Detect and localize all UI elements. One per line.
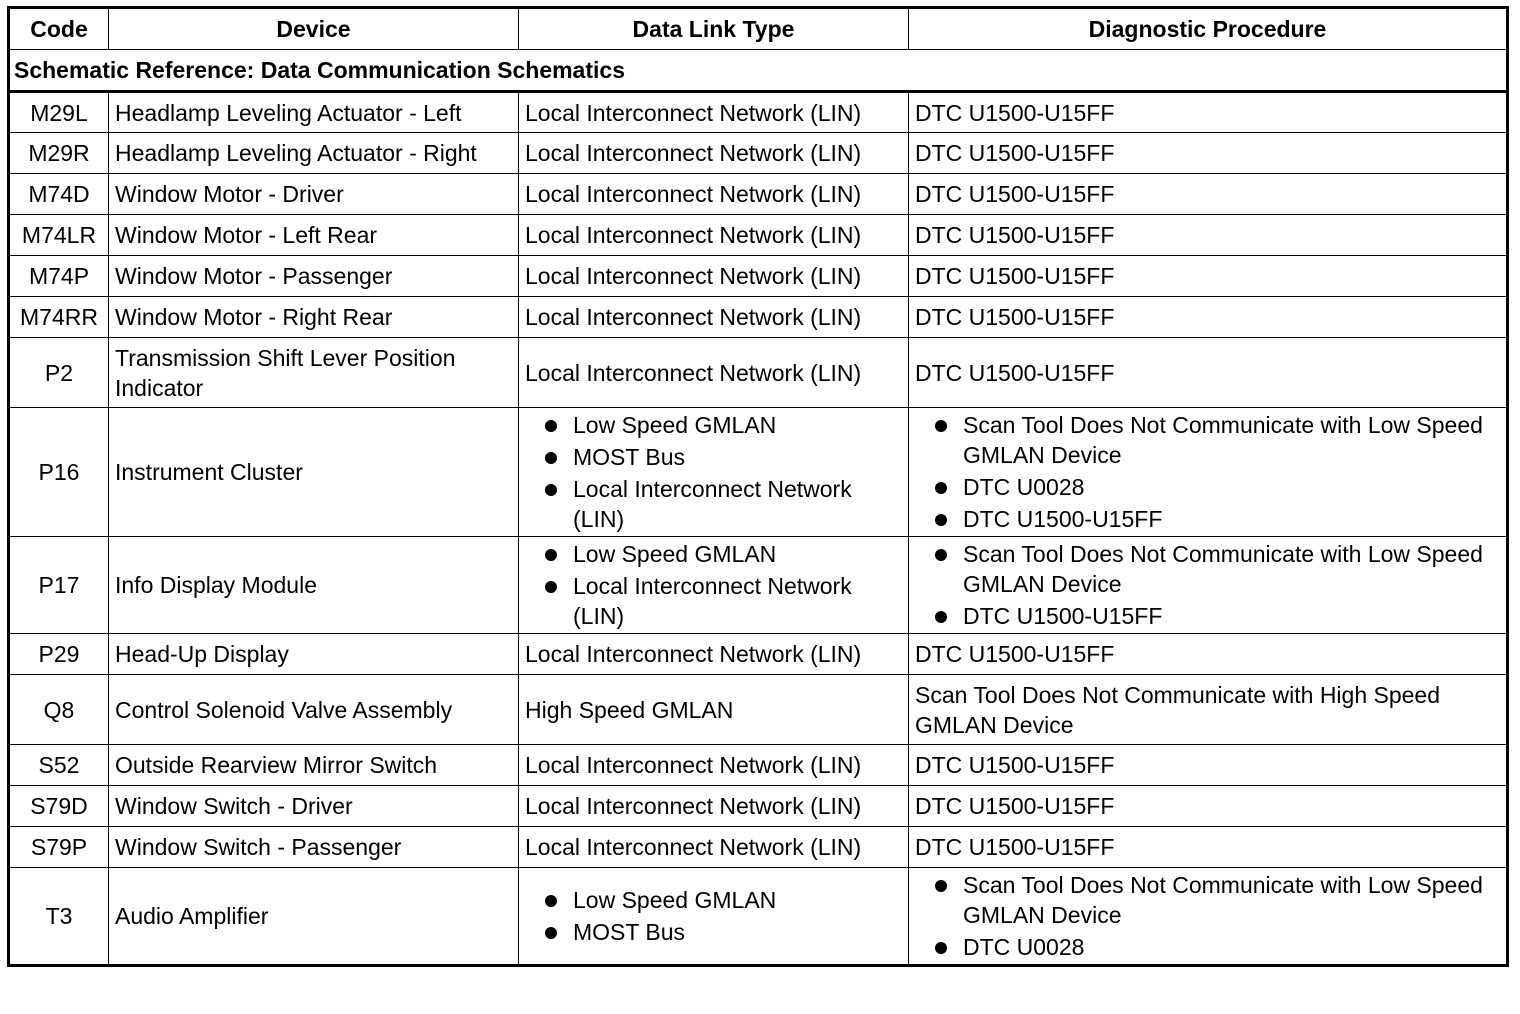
cell-diagnostic-procedure: DTC U1500-U15FF	[909, 338, 1508, 408]
cell-device: Control Solenoid Valve Assembly	[109, 675, 519, 745]
cell-code: M29L	[9, 92, 109, 133]
table-row	[9, 92, 1508, 133]
cell-code: Q8	[9, 675, 109, 745]
cell-data-link-type: High Speed GMLAN	[519, 675, 909, 745]
schematic-reference: Schematic Reference: Data Communication Schematics	[9, 50, 1508, 92]
cell-data-link-type: Local Interconnect Network (LIN)	[519, 745, 909, 786]
list-item: Scan Tool Does Not Communicate with Low Speed GMLAN Device	[915, 539, 1506, 599]
cell-diagnostic-procedure: DTC U1500-U15FF	[909, 786, 1508, 827]
list-item: DTC U1500-U15FF	[915, 601, 1506, 631]
cell-data-link-type: Local Interconnect Network (LIN)	[519, 297, 909, 338]
cell-diagnostic-procedure	[909, 868, 1508, 966]
cell-data-link-type: Local Interconnect Network (LIN)	[519, 174, 909, 215]
cell-diagnostic-procedure: DTC U1500-U15FF	[909, 215, 1508, 256]
cell-code: P17	[9, 537, 109, 634]
table-row	[9, 174, 1508, 215]
list-item: MOST Bus	[525, 442, 908, 472]
cell-code: T3	[9, 868, 109, 966]
header-data-link-type: Data Link Type	[519, 8, 909, 50]
cell-device: Outside Rearview Mirror Switch	[109, 745, 519, 786]
list-item: Local Interconnect Network (LIN)	[525, 571, 908, 631]
table-row	[9, 338, 1508, 408]
cell-data-link-type: Local Interconnect Network (LIN)	[519, 634, 909, 675]
cell-device: Window Motor - Passenger	[109, 256, 519, 297]
table-row	[9, 537, 1508, 634]
list-item: Low Speed GMLAN	[525, 539, 908, 569]
data-link-table-container	[7, 6, 1509, 967]
cell-device: Audio Amplifier	[109, 868, 519, 966]
list-item: Scan Tool Does Not Communicate with Low Speed GMLAN Device	[915, 870, 1506, 930]
list-item: DTC U0028	[915, 932, 1506, 962]
cell-diagnostic-procedure: DTC U1500-U15FF	[909, 174, 1508, 215]
cell-device: Head-Up Display	[109, 634, 519, 675]
table-row	[9, 827, 1508, 868]
cell-diagnostic-procedure	[909, 408, 1508, 537]
list-item: Low Speed GMLAN	[525, 410, 908, 440]
cell-data-link-type: Local Interconnect Network (LIN)	[519, 338, 909, 408]
header-diagnostic-procedure: Diagnostic Procedure	[909, 8, 1508, 50]
cell-diagnostic-procedure: DTC U1500-U15FF	[909, 634, 1508, 675]
list-item: Scan Tool Does Not Communicate with Low Speed GMLAN Device	[915, 410, 1506, 470]
cell-code: S79D	[9, 786, 109, 827]
cell-device: Window Switch - Passenger	[109, 827, 519, 868]
table-row	[9, 745, 1508, 786]
cell-data-link-type	[519, 408, 909, 537]
cell-device: Transmission Shift Lever Position Indicator	[109, 338, 519, 408]
cell-data-link-type: Local Interconnect Network (LIN)	[519, 786, 909, 827]
cell-data-link-type: Local Interconnect Network (LIN)	[519, 92, 909, 133]
procedure-list	[915, 539, 1506, 631]
cell-data-link-type	[519, 868, 909, 966]
section-row	[9, 50, 1508, 92]
cell-data-link-type: Local Interconnect Network (LIN)	[519, 133, 909, 174]
table-row	[9, 868, 1508, 966]
header-code: Code	[9, 8, 109, 50]
cell-device: Window Switch - Driver	[109, 786, 519, 827]
cell-code: M74P	[9, 256, 109, 297]
list-item: Low Speed GMLAN	[525, 885, 908, 915]
link-type-list	[525, 410, 908, 534]
cell-device: Headlamp Leveling Actuator - Left	[109, 92, 519, 133]
header-device: Device	[109, 8, 519, 50]
list-item: DTC U0028	[915, 472, 1506, 502]
header-row	[9, 8, 1508, 50]
cell-diagnostic-procedure: DTC U1500-U15FF	[909, 256, 1508, 297]
table-row	[9, 675, 1508, 745]
cell-device: Window Motor - Left Rear	[109, 215, 519, 256]
cell-diagnostic-procedure: DTC U1500-U15FF	[909, 745, 1508, 786]
table-row	[9, 215, 1508, 256]
table-row	[9, 408, 1508, 537]
list-item: Local Interconnect Network (LIN)	[525, 474, 908, 534]
cell-code: M74D	[9, 174, 109, 215]
cell-device: Window Motor - Right Rear	[109, 297, 519, 338]
cell-diagnostic-procedure: DTC U1500-U15FF	[909, 297, 1508, 338]
cell-diagnostic-procedure: Scan Tool Does Not Communicate with High Speed GMLAN Device	[909, 675, 1508, 745]
cell-device: Info Display Module	[109, 537, 519, 634]
table-row	[9, 133, 1508, 174]
cell-data-link-type: Local Interconnect Network (LIN)	[519, 827, 909, 868]
cell-code: M29R	[9, 133, 109, 174]
cell-device: Instrument Cluster	[109, 408, 519, 537]
cell-diagnostic-procedure: DTC U1500-U15FF	[909, 827, 1508, 868]
link-type-list	[525, 885, 908, 947]
cell-device: Headlamp Leveling Actuator - Right	[109, 133, 519, 174]
cell-diagnostic-procedure	[909, 537, 1508, 634]
cell-data-link-type: Local Interconnect Network (LIN)	[519, 256, 909, 297]
cell-code: P29	[9, 634, 109, 675]
table-row	[9, 256, 1508, 297]
table-row	[9, 786, 1508, 827]
cell-device: Window Motor - Driver	[109, 174, 519, 215]
cell-code: S79P	[9, 827, 109, 868]
data-link-table	[7, 6, 1509, 967]
cell-data-link-type: Local Interconnect Network (LIN)	[519, 215, 909, 256]
cell-diagnostic-procedure: DTC U1500-U15FF	[909, 92, 1508, 133]
cell-diagnostic-procedure: DTC U1500-U15FF	[909, 133, 1508, 174]
cell-code: P16	[9, 408, 109, 537]
cell-code: P2	[9, 338, 109, 408]
cell-code: M74RR	[9, 297, 109, 338]
procedure-list	[915, 410, 1506, 534]
cell-code: M74LR	[9, 215, 109, 256]
link-type-list	[525, 539, 908, 631]
procedure-list	[915, 870, 1506, 962]
cell-code: S52	[9, 745, 109, 786]
table-row	[9, 297, 1508, 338]
list-item: MOST Bus	[525, 917, 908, 947]
list-item: DTC U1500-U15FF	[915, 504, 1506, 534]
table-row	[9, 634, 1508, 675]
cell-data-link-type	[519, 537, 909, 634]
